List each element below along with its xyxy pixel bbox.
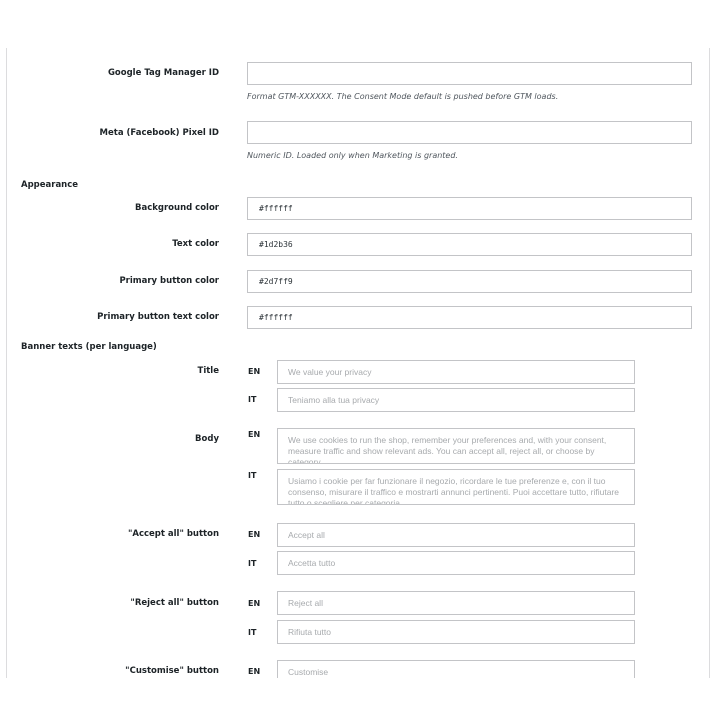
reject-all-label: "Reject all" button (130, 598, 219, 608)
reject-lang-it: IT (248, 628, 257, 637)
title-en-input[interactable] (277, 360, 635, 384)
title-lang-it: IT (248, 395, 257, 404)
gtm-help-text: Format GTM-XXXXXX. The Consent Mode default is pushed before GTM loads. (247, 92, 559, 101)
title-lang-en: EN (248, 367, 261, 376)
pixel-label: Meta (Facebook) Pixel ID (99, 128, 219, 138)
appearance-heading: Appearance (21, 180, 79, 190)
bg-color-label: Background color (135, 203, 219, 213)
accept-lang-it: IT (248, 559, 257, 568)
customise-en-input[interactable] (277, 660, 635, 678)
primary-color-label: Primary button color (119, 276, 219, 286)
gtm-label: Google Tag Manager ID (107, 68, 219, 78)
customise-label: "Customise" button (125, 666, 219, 676)
primary-text-color-label: Primary button text color (97, 312, 219, 322)
text-color-label: Text color (172, 239, 219, 249)
body-label: Body (195, 434, 219, 444)
text-color-input[interactable] (247, 233, 692, 256)
pixel-id-input[interactable] (247, 121, 692, 144)
pixel-help-text: Numeric ID. Loaded only when Marketing is granted. (247, 151, 458, 160)
reject-en-input[interactable] (277, 591, 635, 615)
reject-it-input[interactable] (277, 620, 635, 644)
accept-en-input[interactable] (277, 523, 635, 547)
primary-text-color-input[interactable] (247, 306, 692, 329)
gtm-id-input[interactable] (247, 62, 692, 85)
title-label: Title (197, 366, 219, 376)
accept-all-label: "Accept all" button (127, 529, 219, 539)
title-it-input[interactable] (277, 388, 635, 412)
accept-lang-en: EN (248, 530, 261, 539)
customise-lang-en: EN (248, 667, 261, 676)
body-en-textarea[interactable] (277, 428, 635, 464)
reject-lang-en: EN (248, 599, 261, 608)
settings-panel (6, 48, 710, 678)
banner-texts-heading: Banner texts (per language) (21, 342, 157, 352)
body-it-textarea[interactable] (277, 469, 635, 505)
body-lang-it: IT (248, 471, 257, 480)
body-lang-en: EN (248, 430, 261, 439)
primary-color-input[interactable] (247, 270, 692, 293)
bg-color-input[interactable] (247, 197, 692, 220)
accept-it-input[interactable] (277, 551, 635, 575)
